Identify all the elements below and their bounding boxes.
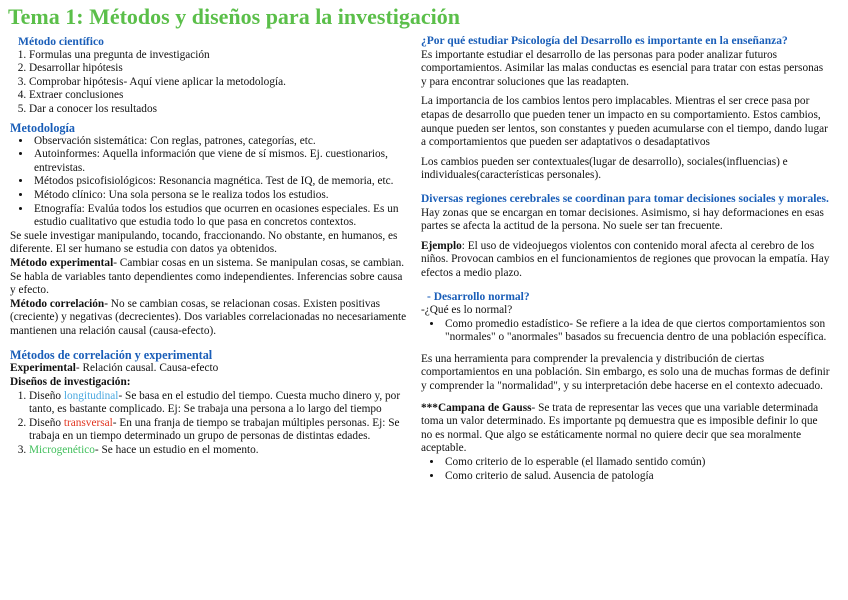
experimental-paragraph [10,362,410,376]
research-designs-label: Diseños de investigación: [10,376,131,389]
campana-paragraph [421,402,831,456]
correlation-method-label: Método correlación- [10,297,108,310]
list-item: 3. Comprobar hipótesis- Aquí viene aplicar la metodología. [29,76,410,90]
ejemplo-label: Ejemplo [421,239,462,252]
list-item: • Método clínico: Una sola persona se le realiza todos los estudios. [32,189,410,203]
design-prefix: Diseño [29,416,64,429]
list-item [29,444,410,458]
campana-text: - Se trata de representar las veces que una variable determinada toma un valor determinado. Es importante pq demuestra que es imposible definir lo que no es normal. Que algo se estáticamente normal no quiere decir que sea moralmente aceptable. [421,401,819,455]
design-description: - Se basa en el estudio del tiempo. Cuesta mucho dinero y, por tanto, es bastante complicado. Ej: Se trabaja una persona a lo largo del tiempo [29,389,401,416]
list-item: 1. Formulas una pregunta de investigación [29,49,410,63]
experimental-text: - Relación causal. Causa-efecto [75,362,219,375]
scientific-method-steps [10,49,410,117]
list-item [29,417,410,444]
experimental-method-label: Método experimental [10,256,114,269]
heading-desarrollo-normal: - Desarrollo normal? [427,290,530,303]
ejemplo-text: : El uso de videojuegos violentos con contenido moral afecta al cerebro de los niños. Provocan cambios en el funcionamientos de regiones que provocan la empatía. Hay efectos a medio plazo. [421,239,830,279]
heading-metodos-correlacion: Métodos de correlación y experimental [10,348,213,363]
psico-paragraph-1: Es importante estudiar el desarrollo de las personas para poder analizar futuros comportamientos. Asimilar las malas conductas es esencial para tratar con estas personas y para encontrar soluciones que las readapten. [421,48,824,88]
list-item: 4. Extraer conclusiones [29,89,410,103]
list-item [29,390,410,417]
design-term-transversal: transversal [63,416,113,429]
methodology-list [10,135,410,230]
experimental-label: Experimental [10,362,76,375]
ejemplo-paragraph [421,240,831,281]
right-column [421,35,831,483]
left-column [10,35,410,458]
list-item: • Métodos psicofisiológicos: Resonancia magnética. Test de IQ, de memoria, etc. [32,175,410,189]
heading-regiones-cerebrales: Diversas regiones cerebrales se coordinan para tomar decisiones sociales y morales. [421,192,829,205]
normal-paragraph: Es una herramienta para comprender la prevalencia y distribución de ciertas comportamientos en una población. Sin embargo, es solo una de muchas formas de definir y comprender la "normalidad", y su interpretación debe hacerse en el contexto adecuado. [421,352,830,393]
list-item: 5. Dar a conocer los resultados [29,103,410,117]
campana-label: ***Campana de Gauss [421,401,532,414]
design-description: - En una franja de tiempo se trabajan múltiples personas. Ej: Se trabaja en un tiempo determinado un grupo de personas de distintas edades. [29,416,400,443]
list-item: • Observación sistemática: Con reglas, patrones, categorías, etc. [32,135,410,149]
correlation-method-paragraph [10,298,410,339]
methodology-note: Se suele investigar manipulando, tocando, fraccionando. No obstante, en humanos, es diferente. El ser humano se estudia con datos ya obtenidos. [10,229,398,256]
correlation-method-text: No se cambian cosas, se relacionan cosas. Existen positivas (creciente) y negativas (decrecientes). Dos variables correlacionadas no necesariamente mantienen una relación causal (causa-efecto). [10,297,407,337]
normal-question: -¿Qué es lo normal? [421,304,513,317]
criteria-list [421,456,831,483]
page-title: Tema 1: Métodos y diseños para la investigación [8,4,461,29]
experimental-method-text: - Cambiar cosas en un sistema. Se manipulan cosas, se cambian. Se habla de variables tanto dependientes como independientes. Inferencias sobre causa y efecto. [10,256,405,297]
list-item: • Etnografía: Evalúa todos los estudios que ocurren en ocasiones especiales. Es un estudio cualitativo que estudia todo lo que pasa en concretos contextos. [32,203,410,230]
experimental-method-paragraph [10,257,410,298]
heading-metodo-cientifico: Método científico [18,35,104,48]
normal-bullets [421,318,831,345]
heading-psicologia-desarrollo: ¿Por qué estudiar Psicología del Desarrollo es importante en la enseñanza? [421,35,788,47]
regiones-paragraph: Hay zonas que se encargan en tomar decisiones. Asimismo, si hay deformaciones en esas partes se afecta la actitud de la persona. No suele ser tan frecuente. [421,206,824,233]
research-designs-list [10,390,410,458]
list-item: 2. Desarrollar hipótesis [29,62,410,76]
list-item: • Como criterio de lo esperable (el llamado sentido común) [443,456,831,470]
design-term-longitudinal: longitudinal [63,389,119,402]
list-item: • Autoinformes: Aquella información que viene de sí mismos. Ej. cuestionarios, entrevistas. [32,148,410,175]
psico-paragraph-3: Los cambios pueden ser contextuales(lugar de desarrollo), sociales(influencias) e individuales(características personales). [421,155,788,182]
design-description: - Se hace un estudio en el momento. [94,444,259,457]
psico-paragraph-2: La importancia de los cambios lentos pero implacables. Mientras el ser crece pasa por etapas de desarrollo que pueden tener un impacto en su comportamiento. Estos cambios, aunque pueden ser lentos, son constantes y pueden acumularse con el tiempo, dando lugar a comportamientos que pueden ser adaptativos o desadaptativos [421,95,828,149]
design-term-microgenetico: Microgenético [29,444,95,457]
list-item: • Como promedio estadístico- Se refiere a la idea de que ciertos comportamientos son "normales" o "anormales" basados su frecuencia dentro de una población específica. [443,318,831,345]
design-prefix: Diseño [29,389,64,402]
heading-metodologia: Metodología [10,120,75,135]
list-item: • Como criterio de salud. Ausencia de patología [443,470,831,484]
